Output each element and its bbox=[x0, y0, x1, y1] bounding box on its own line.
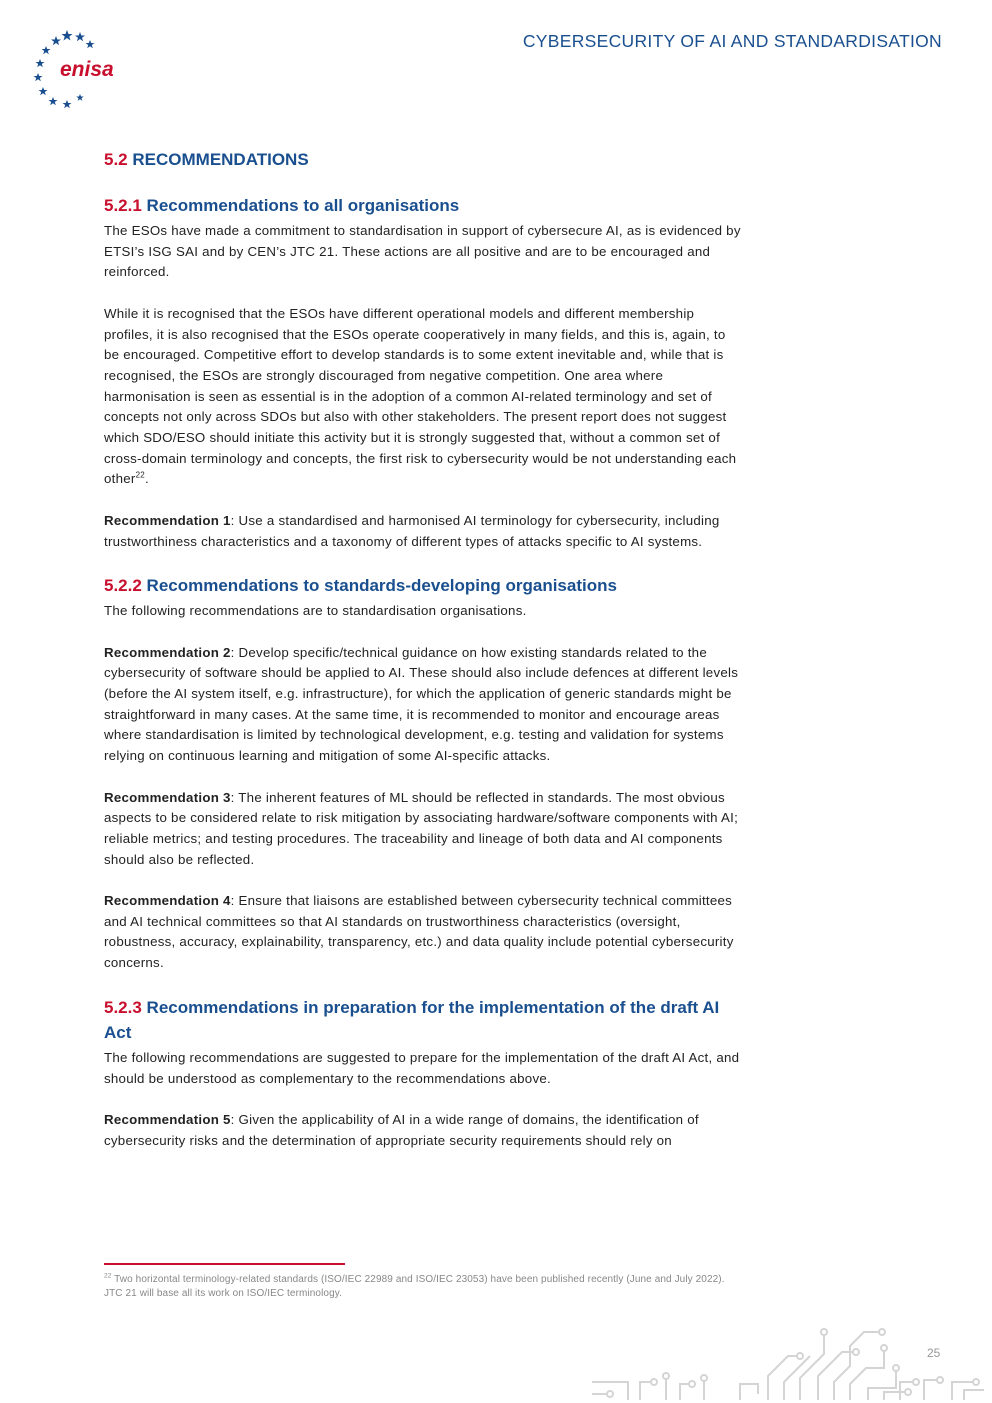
recommendation-text: : Use a standardised and harmonised AI terminology for cybersecurity, including trustworthiness characteristics and a taxonomy of different types of attacks specific to AI systems. bbox=[104, 512, 720, 549]
recommendation-3 bbox=[104, 788, 744, 871]
main-content bbox=[104, 150, 744, 1151]
recommendation-label: Recommendation 3 bbox=[104, 789, 231, 805]
recommendation-label: Recommendation 4 bbox=[104, 893, 231, 909]
paragraph-text: While it is recognised that the ESOs have different operational models and different membership profiles, it is also recognised that the ESOs operate cooperatively in many fields, and this is, again, to be encouraged. Competitive effort to develop standards is to some extent inevitable and, while that is recognised, the ESOs are strongly discouraged from negative competition. One area where harmonisation is seen as essential is in the adoption of a common AI-related terminology and set of concepts not only across SDOs but also with other stakeholders. The present report does not suggest which SDO/ESO should initiate this activity but it is strongly suggested that, without a common set of cross-domain terminology and concepts, the first risk to cybersecurity would be not understanding each other bbox=[104, 305, 737, 487]
section-number: 5.2 bbox=[104, 150, 128, 169]
subsection-number: 5.2.3 bbox=[104, 997, 142, 1017]
enisa-star-circle-icon bbox=[30, 28, 124, 112]
subsection-heading-5-2-1 bbox=[104, 193, 744, 218]
recommendation-label: Recommendation 2 bbox=[104, 644, 231, 660]
recommendation-text: : Develop specific/technical guidance on how existing standards related to the cybersecurity of software should be applied to AI. These should also include defences at different levels (before the AI system itself, e.g. infrastructure), for which the application of generic standards might be straightforward in many cases. At the same time, it is recommended to monitor and encourage areas where standardisation is limited by technological development, e.g. testing and validation for systems relying on continuous learning and mitigation of some AI-specific attacks. bbox=[104, 644, 739, 764]
recommendation-2 bbox=[104, 643, 744, 767]
recommendation-text: : Ensure that liaisons are established between cybersecurity technical committees and AI technical committees so that AI standards on trustworthiness characteristics (oversight, robustness, accuracy, explainability, transparency, etc.) and data quality include potential cybersecurity concerns. bbox=[104, 893, 734, 971]
recommendation-5 bbox=[104, 1110, 744, 1151]
subsection-heading-5-2-3 bbox=[104, 995, 744, 1045]
paragraph bbox=[104, 304, 744, 490]
recommendation-1 bbox=[104, 511, 744, 552]
subsection-heading-5-2-2 bbox=[104, 573, 744, 598]
footnote-text: Two horizontal terminology-related standards (ISO/IEC 22989 and ISO/IEC 23053) have been published recently (June and July 2022). JTC 21 will base all its work on ISO/IEC terminology. bbox=[104, 1274, 725, 1299]
section-heading bbox=[104, 150, 744, 170]
recommendation-text: : The inherent features of ML should be reflected in standards. The most obvious aspects to be considered relate to risk mitigation by associating hardware/software components with AI; reliable metrics; and testing procedures. The traceability and lineage of both data and AI components should also be reflected. bbox=[104, 789, 739, 867]
subsection-number: 5.2.1 bbox=[104, 196, 142, 215]
recommendation-4 bbox=[104, 891, 744, 974]
paragraph: The following recommendations are to standardisation organisations. bbox=[104, 603, 527, 619]
footnote bbox=[104, 1273, 744, 1301]
subsection-title: Recommendations in preparation for the implementation of the draft AI Act bbox=[104, 997, 720, 1042]
footnote-marker: 22 bbox=[104, 1272, 112, 1280]
page-number: 25 bbox=[927, 1346, 941, 1360]
section-title: RECOMMENDATIONS bbox=[132, 150, 309, 169]
subsection-title: Recommendations to standards-developing organisations bbox=[146, 576, 617, 596]
paragraph: The following recommendations are suggested to prepare for the implementation of the draft AI Act, and should be understood as complementary to the recommendations above. bbox=[104, 1049, 740, 1086]
enisa-logo bbox=[30, 28, 124, 112]
logo-wordmark: enisa bbox=[60, 58, 114, 81]
document-title: CYBERSECURITY OF AI AND STANDARDISATION bbox=[522, 31, 942, 51]
recommendation-label: Recommendation 1 bbox=[104, 512, 231, 528]
recommendation-label: Recommendation 5 bbox=[104, 1111, 231, 1127]
footnote-ref[interactable]: 22 bbox=[135, 471, 145, 480]
circuit-pattern-icon bbox=[588, 1320, 992, 1403]
recommendation-text: : Given the applicability of AI in a wide range of domains, the identification of cybersecurity risks and the determination of appropriate security requirements should rely on bbox=[104, 1111, 699, 1148]
subsection-title: Recommendations to all organisations bbox=[146, 196, 460, 215]
footnote-divider bbox=[104, 1263, 345, 1265]
paragraph-end: . bbox=[144, 471, 149, 487]
paragraph: The ESOs have made a commitment to standardisation in support of cybersecure AI, as is evidenced by ETSI’s ISG SAI and by CEN’s JTC 21. These actions are all positive and are to be encouraged and reinforced. bbox=[104, 223, 741, 280]
subsection-number: 5.2.2 bbox=[104, 576, 142, 596]
